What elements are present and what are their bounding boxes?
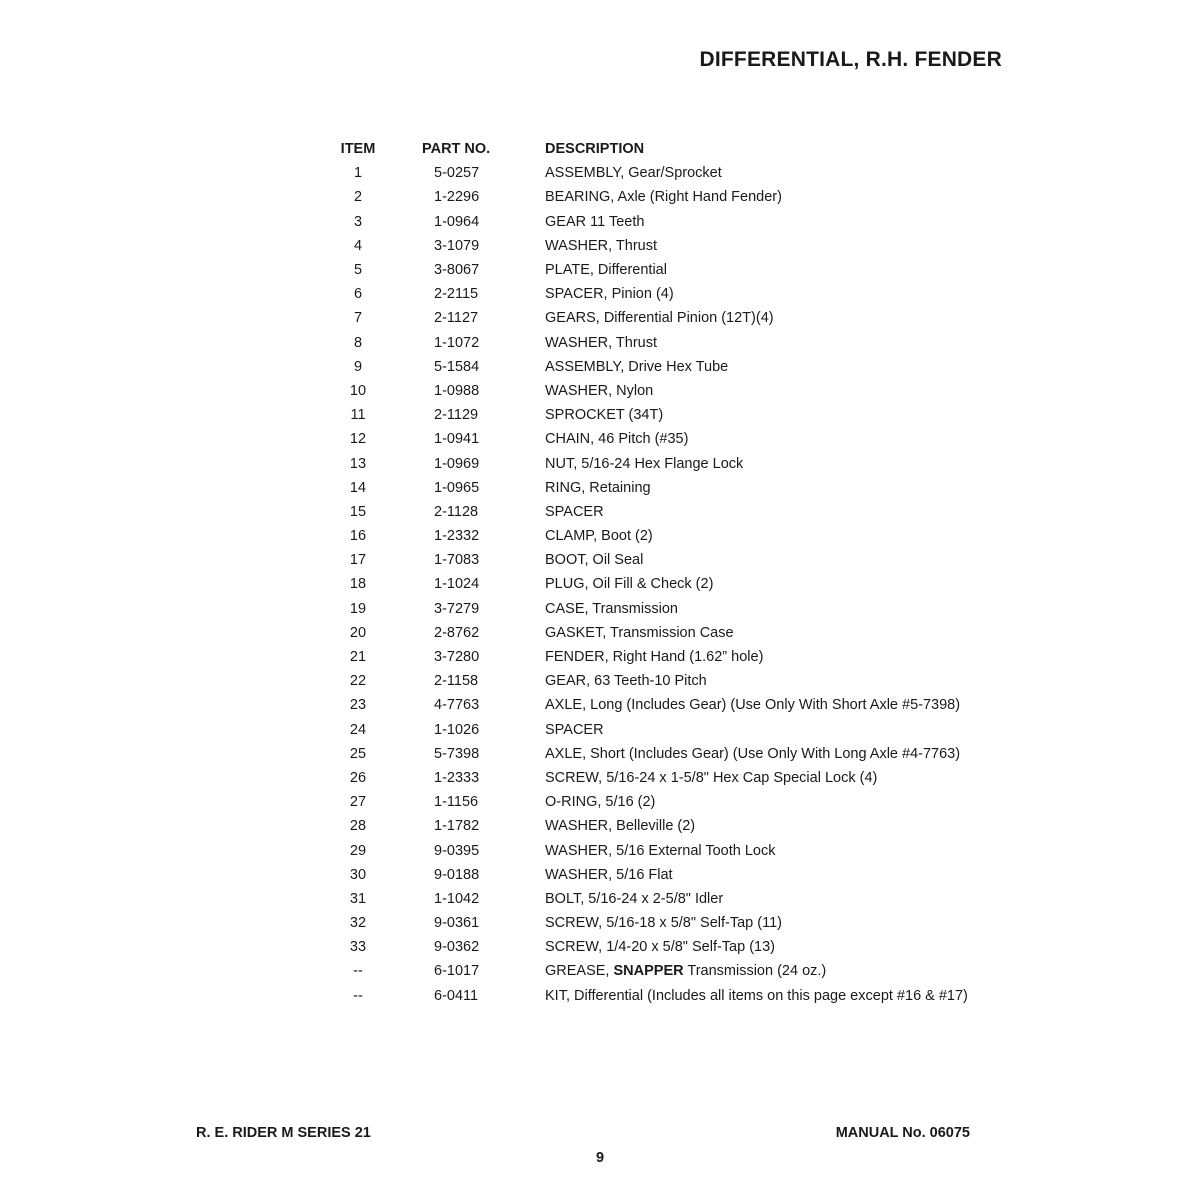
table-row bbox=[330, 911, 968, 935]
item-number: 19 bbox=[349, 600, 367, 617]
part-number: 1-2333 bbox=[434, 769, 480, 786]
page-number: 9 bbox=[595, 1150, 605, 1166]
part-description: SCREW, 5/16-18 x 5/8" Self-Tap (11) bbox=[545, 915, 782, 932]
table-row bbox=[330, 451, 968, 475]
item-number: 27 bbox=[349, 794, 367, 811]
part-number: 2-1127 bbox=[434, 310, 479, 327]
part-description: WASHER, Belleville (2) bbox=[545, 818, 696, 835]
item-number: 28 bbox=[349, 818, 367, 835]
part-number: 1-1024 bbox=[434, 576, 480, 593]
part-number: 5-7398 bbox=[434, 745, 480, 762]
part-description: O-RING, 5/16 (2) bbox=[545, 794, 656, 811]
item-number: 3 bbox=[353, 213, 363, 230]
table-row bbox=[330, 161, 968, 185]
item-number: 7 bbox=[353, 310, 363, 327]
part-description: CASE, Transmission bbox=[545, 600, 678, 617]
description-text: GREASE, bbox=[545, 963, 614, 980]
part-description: AXLE, Long (Includes Gear) (Use Only With Short Axle #5-7398) bbox=[545, 697, 961, 714]
table-row bbox=[330, 718, 968, 742]
part-description: SPACER, Pinion (4) bbox=[545, 286, 674, 303]
part-description: WASHER, Thrust bbox=[545, 334, 657, 351]
part-description: BOLT, 5/16-24 x 2-5/8" Idler bbox=[545, 890, 724, 907]
table-row bbox=[330, 935, 968, 959]
item-number: -- bbox=[353, 987, 363, 1004]
part-description: WASHER, Thrust bbox=[545, 237, 657, 254]
part-number: 9-0188 bbox=[434, 866, 480, 883]
table-row bbox=[330, 306, 968, 330]
part-description: WASHER, 5/16 Flat bbox=[545, 866, 673, 883]
part-description: GASKET, Transmission Case bbox=[545, 624, 734, 641]
item-number: 14 bbox=[349, 479, 367, 496]
part-description: GEAR 11 Teeth bbox=[545, 213, 645, 230]
item-number: 2 bbox=[353, 189, 363, 206]
part-description: BEARING, Axle (Right Hand Fender) bbox=[545, 189, 782, 206]
part-number: 2-1129 bbox=[434, 407, 479, 424]
footer-model: R. E. RIDER M SERIES 21 bbox=[196, 1125, 371, 1141]
part-number: 5-0257 bbox=[434, 165, 480, 182]
item-number: 15 bbox=[349, 503, 367, 520]
table-row bbox=[330, 693, 968, 717]
table-row bbox=[330, 185, 968, 209]
part-description: GEARS, Differential Pinion (12T)(4) bbox=[545, 310, 774, 327]
item-number: 26 bbox=[349, 769, 367, 786]
part-number: 1-7083 bbox=[434, 552, 480, 569]
item-number: 10 bbox=[349, 382, 367, 399]
item-number: 24 bbox=[349, 721, 367, 738]
item-number: 31 bbox=[349, 890, 367, 907]
item-number: 21 bbox=[349, 649, 367, 666]
part-description: PLATE, Differential bbox=[545, 262, 667, 279]
part-number: 1-2332 bbox=[434, 528, 480, 545]
part-number: 2-8762 bbox=[434, 624, 480, 641]
table-row bbox=[330, 984, 968, 1008]
table-row bbox=[330, 572, 968, 596]
part-number: 1-0965 bbox=[434, 479, 480, 496]
part-number: 4-7763 bbox=[434, 697, 480, 714]
item-number: 8 bbox=[353, 334, 363, 351]
table-header-row bbox=[330, 137, 968, 161]
item-number: -- bbox=[353, 963, 363, 980]
header-part-no: PART NO. bbox=[422, 141, 491, 158]
item-number: 30 bbox=[349, 866, 367, 883]
part-number: 3-7279 bbox=[434, 600, 480, 617]
part-number: 3-8067 bbox=[434, 262, 480, 279]
item-number: 22 bbox=[349, 673, 367, 690]
part-description: CHAIN, 46 Pitch (#35) bbox=[545, 431, 689, 448]
table-row bbox=[330, 645, 968, 669]
item-number: 5 bbox=[353, 262, 363, 279]
part-number: 1-0941 bbox=[434, 431, 480, 448]
part-number: 6-0411 bbox=[434, 987, 479, 1004]
item-number: 23 bbox=[349, 697, 367, 714]
part-description: SPACER bbox=[545, 721, 604, 738]
part-description: GEAR, 63 Teeth-10 Pitch bbox=[545, 673, 707, 690]
part-number: 1-1156 bbox=[434, 794, 479, 811]
parts-table-body bbox=[330, 161, 968, 1008]
item-number: 13 bbox=[349, 455, 367, 472]
part-description: NUT, 5/16-24 Hex Flange Lock bbox=[545, 455, 744, 472]
part-number: 5-1584 bbox=[434, 358, 480, 375]
part-number: 1-0969 bbox=[434, 455, 480, 472]
part-number: 1-0988 bbox=[434, 382, 480, 399]
table-row bbox=[330, 548, 968, 572]
part-description: CLAMP, Boot (2) bbox=[545, 528, 653, 545]
item-number: 33 bbox=[349, 939, 367, 956]
item-number: 20 bbox=[349, 624, 367, 641]
part-description: WASHER, 5/16 External Tooth Lock bbox=[545, 842, 776, 859]
table-row bbox=[330, 355, 968, 379]
description-text: Transmission (24 oz.) bbox=[683, 963, 827, 980]
part-number: 1-0964 bbox=[434, 213, 480, 230]
part-description bbox=[545, 959, 968, 983]
footer-manual-number: MANUAL No. 06075 bbox=[835, 1125, 970, 1141]
parts-table bbox=[330, 137, 968, 1008]
item-number: 12 bbox=[349, 431, 367, 448]
table-row bbox=[330, 234, 968, 258]
table-row bbox=[330, 282, 968, 306]
part-number: 3-1079 bbox=[434, 237, 480, 254]
table-row bbox=[330, 742, 968, 766]
brand-name: SNAPPER bbox=[613, 963, 684, 980]
part-description: SPACER bbox=[545, 503, 604, 520]
table-row bbox=[330, 838, 968, 862]
table-row bbox=[330, 476, 968, 500]
page-title: DIFFERENTIAL, R.H. FENDER bbox=[699, 48, 1002, 71]
part-description: KIT, Differential (Includes all items on this page except #16 & #17) bbox=[545, 987, 968, 1004]
header-description: DESCRIPTION bbox=[545, 141, 645, 158]
part-number: 1-1072 bbox=[434, 334, 480, 351]
item-number: 1 bbox=[353, 165, 363, 182]
part-number: 2-1128 bbox=[434, 503, 479, 520]
part-number: 2-2115 bbox=[434, 286, 479, 303]
item-number: 4 bbox=[353, 237, 363, 254]
item-number: 9 bbox=[353, 358, 363, 375]
table-row bbox=[330, 379, 968, 403]
part-description: BOOT, Oil Seal bbox=[545, 552, 644, 569]
table-row bbox=[330, 669, 968, 693]
table-row bbox=[330, 427, 968, 451]
item-number: 32 bbox=[349, 915, 367, 932]
item-number: 18 bbox=[349, 576, 367, 593]
item-number: 29 bbox=[349, 842, 367, 859]
part-description: SCREW, 5/16-24 x 1-5/8" Hex Cap Special Lock (4) bbox=[545, 769, 878, 786]
table-row bbox=[330, 597, 968, 621]
part-description: ASSEMBLY, Drive Hex Tube bbox=[545, 358, 729, 375]
item-number: 16 bbox=[349, 528, 367, 545]
part-number: 6-1017 bbox=[434, 963, 480, 980]
table-row bbox=[330, 403, 968, 427]
part-number: 1-2296 bbox=[434, 189, 480, 206]
table-row bbox=[330, 959, 968, 983]
part-description: RING, Retaining bbox=[545, 479, 651, 496]
table-row bbox=[330, 258, 968, 282]
header-item: ITEM bbox=[340, 141, 376, 158]
part-number: 9-0395 bbox=[434, 842, 480, 859]
part-number: 9-0361 bbox=[434, 915, 480, 932]
part-number: 1-1782 bbox=[434, 818, 480, 835]
part-description: FENDER, Right Hand (1.62” hole) bbox=[545, 649, 764, 666]
table-row bbox=[330, 863, 968, 887]
part-description: WASHER, Nylon bbox=[545, 382, 654, 399]
item-number: 17 bbox=[349, 552, 367, 569]
table-row bbox=[330, 814, 968, 838]
table-row bbox=[330, 210, 968, 234]
item-number: 25 bbox=[349, 745, 367, 762]
part-number: 2-1158 bbox=[434, 673, 479, 690]
table-row bbox=[330, 500, 968, 524]
part-number: 1-1026 bbox=[434, 721, 480, 738]
table-row bbox=[330, 331, 968, 355]
item-number: 11 bbox=[350, 407, 366, 424]
part-description: ASSEMBLY, Gear/Sprocket bbox=[545, 165, 722, 182]
part-number: 1-1042 bbox=[434, 890, 480, 907]
part-description: SCREW, 1/4-20 x 5/8" Self-Tap (13) bbox=[545, 939, 775, 956]
item-number: 6 bbox=[353, 286, 363, 303]
table-row bbox=[330, 766, 968, 790]
part-number: 3-7280 bbox=[434, 649, 480, 666]
part-number: 9-0362 bbox=[434, 939, 480, 956]
table-row bbox=[330, 524, 968, 548]
part-description: SPROCKET (34T) bbox=[545, 407, 664, 424]
table-row bbox=[330, 887, 968, 911]
table-row bbox=[330, 790, 968, 814]
part-description: AXLE, Short (Includes Gear) (Use Only With Long Axle #4-7763) bbox=[545, 745, 961, 762]
table-row bbox=[330, 621, 968, 645]
part-description: PLUG, Oil Fill & Check (2) bbox=[545, 576, 714, 593]
